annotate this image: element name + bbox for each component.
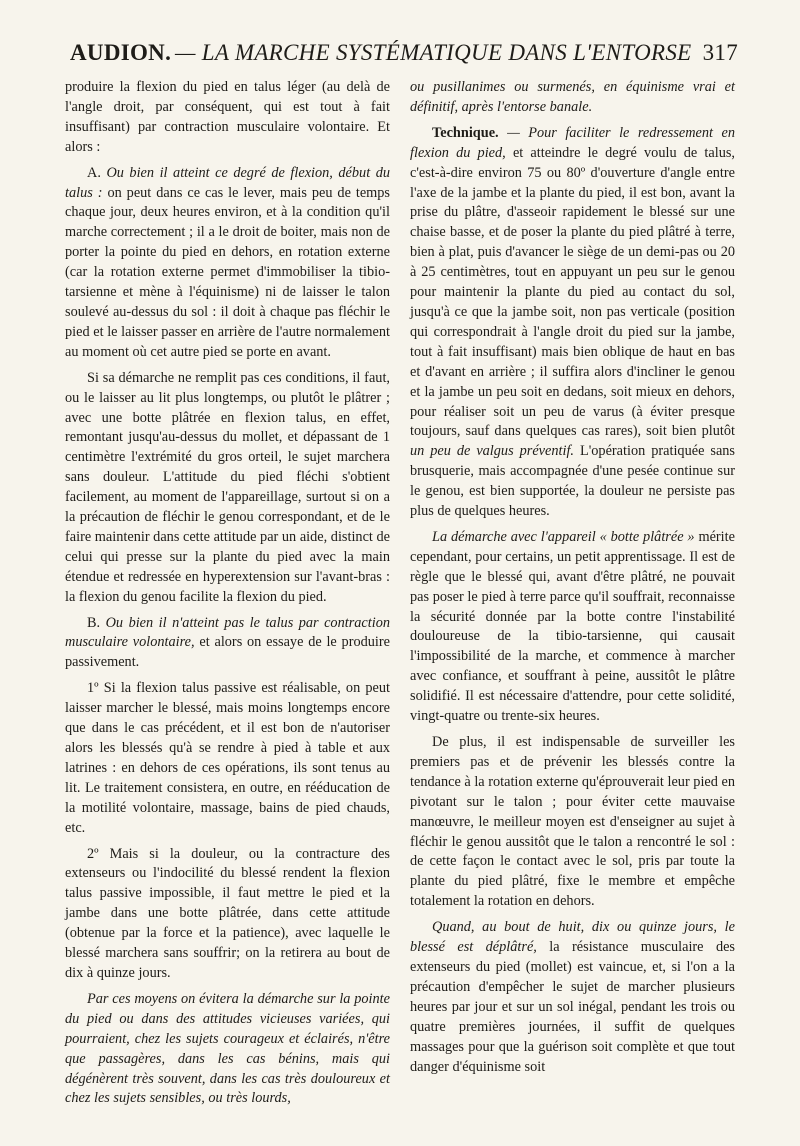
paragraph	[410, 918, 735, 1077]
header-author: AUDION.	[70, 40, 172, 65]
paragraph: produire la flexion du pied en talus léger (au delà de l'angle droit, par conséquent, qui est tout à fait insuffisant) par contraction musculaire volontaire. Et alors :	[65, 79, 390, 155]
paragraph-text: mérite cependant, pour certains, un petit apprentissage. Il est de règle que le blessé qui, avant d'être plâtré, ne pouvait pas poser le pied à terre parce qu'il souffrait, reconnaisse la sécurité donnée par la botte contre l'instabilité douloureuse de la tibio-tarsienne, qui causait l'impossibilité de la marche, et commence à marcher avec confiance, et souffrant à peine, aussitôt le plâtre solidifié. Il est nécessaire d'attendre, pour cette solidité, vingt-quatre ou trente-six heures.	[410, 528, 735, 725]
paragraph-text: et atteindre le degré voulu de talus, c'est-à-dire environ 75 ou 80º d'ouverture d'angle entre l'axe de la jambe et la plante du pied, il est bon, avant la prise du plâtre, d'asseoir rapidement le blessé sur une chaise basse, et de poser la plante du pied plâtré à terre, bien à plat, puis d'avancer le siège de un demi-pas ou 20 à 25 centimètres, tout en appuyant un peu sur le genou pour maintenir la plante du pied au contact du sol, jusqu'à ce que la jambe soit, non pas verticale (position qui correspondrait à l'angle droit du pied sur la jambe, tout à fait insuffisant) mais bien oblique de haut en bas et d'avant en arrière ; il suffira alors d'incliner le genou et la jambe un peu soit en dedans, soit mieux en dehors, pour réaliser soit un peu de varus (à éviter presque toujours, sauf dans quelques cas rares), soit bien plutôt	[410, 144, 736, 440]
paragraph-text: la résistance musculaire des extenseurs du pied (mollet) est vaincue, et, si l'on a la précaution d'empêcher le sujet de marcher plusieurs heures par jour et sur un sol inégal, pendant les trois ou quatre premières journées, il suffit de quelques massages pour que la guérison soit complète et que tout danger d'équinisme soit	[410, 939, 735, 1075]
section-label: B.	[87, 614, 101, 631]
section-label: A.	[87, 164, 101, 181]
italic-phrase: Quand, au bout de huit, dix ou quinze jours, le blessé est déplâtré,	[410, 919, 735, 956]
italic-phrase: un peu de valgus préventif.	[410, 443, 574, 460]
paragraph-text: on peut dans ce cas le lever, mais peu de temps chaque jour, deux heures environ, et à la condition qu'il marche correctement ; il a le droit de boiter, mais non de porter la pointe du pied en dehors, en rotation externe (car la rotation externe permet d'immobiliser la tibio-tarsienne et mène à l'équinisme) ni de laisser le talon soulevé au-dessus du sol : il doit à chaque pas fléchir le pied et le laisser passer en arrière de l'autre normalement au moment où cet autre pied se porte en avant.	[65, 184, 390, 360]
paragraph	[65, 164, 390, 363]
paragraph: 2º Mais si la douleur, ou la contracture des extenseurs ou l'indocilité du blessé rendent la flexion talus passive impossible, il faut mettre le pied et la jambe dans une botte plâtrée, dans cette attitude (obtenue par la force et la patience), avec laquelle le blessé marchera sans souffrir; on la retirera au bout de dix à quinze jours.	[65, 845, 390, 981]
right-column	[410, 78, 735, 1083]
italic-phrase: La démarche avec l'appareil « botte plâtrée »	[432, 528, 695, 545]
header-title: — LA MARCHE SYSTÉMATIQUE DANS L'ENTORSE	[175, 40, 692, 65]
paragraph: Par ces moyens on évitera la démarche sur la pointe du pied ou dans des attitudes vicieuses variées, qui pourraient, chez les sujets courageux et éclairés, n'être que passagères, dans les cas bénins, mais qui dégénèrent très souvent, dans les cas très douloureux et chez les sujets sensibles, ou très lourds,	[65, 990, 390, 1107]
paragraph-text: L'opération pratiquée sans brusquerie, mais accompagnée d'une pesée continue sur le genou, est bien supportée, la douleur ne persiste pas plus de quelques heures.	[410, 443, 735, 520]
paragraph: De plus, il est indispensable de surveiller les premiers pas et de prévenir les blessés contre la tendance à la rotation externe qu'éprouverait leur pied en pivotant sur le talon ; pour éviter cette mauvaise manœuvre, le meilleur moyen est d'enseigner au sujet à fléchir le genou aussitôt que le talon a rencontré le sol : de cette façon le contact avec le sol, pris par toute la plante du pied plâtré, fixe le membre et empêche totalement la rotation en dehors.	[410, 734, 735, 910]
paragraph-text: et alors on essaye de le produire passivement.	[65, 634, 390, 671]
italic-phrase: Ou bien il atteint ce degré de flexion, début du talus :	[65, 164, 390, 201]
section-heading: Technique.	[432, 124, 499, 141]
left-column	[65, 78, 390, 1115]
paragraph: 1º Si la flexion talus passive est réalisable, on peut laisser marcher le blessé, mais moins longtemps encore que dans le cas précédent, et il est bon de n'autoriser alors les blessés qu'à se rendre à pied à table et aux latrines : en dehors de ces opérations, ils sont tenus au lit. Le traitement consistera, en outre, en rééducation de la motilité volontaire, massage, bains de pied chauds, etc.	[65, 680, 390, 836]
paragraph	[410, 528, 735, 727]
page-number: 317	[702, 40, 738, 65]
paragraph	[65, 614, 390, 674]
paragraph	[410, 124, 735, 522]
paragraph: Si sa démarche ne remplit pas ces conditions, il faut, ou le laisser au lit plus longtemps, ou plutôt le plâtrer ; avec une botte plâtrée en flexion talus, en effet, remontant jusqu'au-dessus du mollet, et dépassant de 1 centimètre l'extrémité du gros orteil, le sujet marchera sans douleur. L'attitude du pied fléchi s'obtient facilement, au moment de l'appareillage, surtout si on a la précaution de fléchir le genou correspondant, et de le faire maintenir dans cette attitude par un aide, distinct de celui qui presse sur la plante du pied avec la main étendue et redressée en hyperextension sur l'avant-bras : la flexion du genou facilite la flexion du pied.	[65, 369, 390, 605]
paragraph: ou pusillanimes ou surmenés, en équinisme vrai et définitif, après l'entorse banale.	[410, 79, 735, 115]
italic-phrase: Ou bien il n'atteint pas le talus par contraction musculaire volontaire,	[65, 614, 390, 651]
italic-phrase: — Pour faciliter le redressement en flexion du pied,	[410, 124, 735, 161]
